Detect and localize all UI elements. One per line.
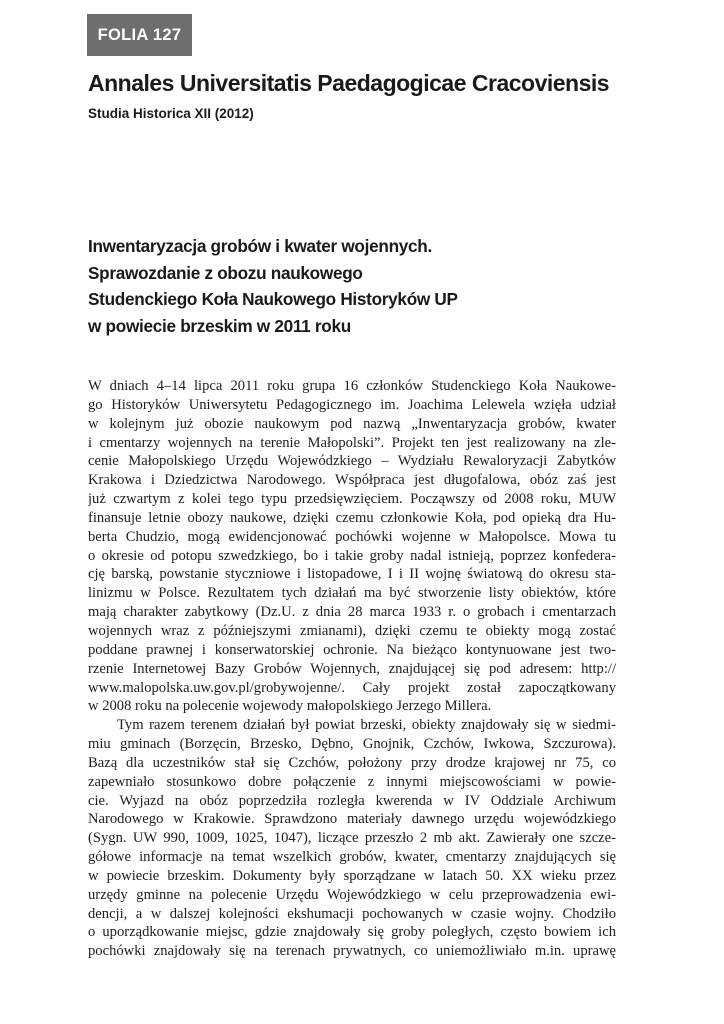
text-line: miu gminach (Borzęcin, Brzesko, Dębno, Gnojnik, Czchów, Iwkowa, Szczurowa). (88, 736, 616, 753)
text-line: w 2008 roku na polecenie wojewody małopolskiego Jerzego Millera. (88, 698, 492, 715)
text-line: już czwartym z kolei tego typu przedsięwzięciem. Począwszy od 2008 roku, MUW (88, 491, 616, 508)
text-line: www.malopolska.uw.gov.pl/grobywojenne/. Cały projekt został zapoczątkowany (88, 679, 616, 696)
text-line: (Sygn. UW 990, 1009, 1025, 1047), liczące przeszło 2 mb akt. Zawierały one szcze- (88, 830, 616, 847)
text-line: gółowe informacje na temat wszelkich grobów, kwater, cmentarzy znajdujących się (88, 849, 616, 866)
text-line: o okresie od potopu szwedzkiego, bo i takie groby nadal istnieją, poprzez konfedera- (88, 547, 616, 564)
text-line: o uporządkowanie miejsc, gdzie znajdowały się groby poległych, często bowiem ich (88, 924, 616, 941)
journal-subtitle: Studia Historica XII (2012) (88, 106, 254, 121)
text-line: w kolejnym już obozie naukowym pod nazwą „Inwentaryzacja grobów, kwater (88, 415, 616, 432)
text-line: Narodowego w Krakowie. Sprawdzono materiały dawnego urzędu wojewódzkiego (88, 811, 616, 828)
article-body (88, 377, 616, 961)
article-title-line: Studenckiego Koła Naukowego Historyków UP (88, 289, 458, 309)
article-title-line: Inwentaryzacja grobów i kwater wojennych. (88, 236, 432, 256)
text-line: dencji, a w dalszej kolejności ekshumacji pochowanych w czasie wojny. Chodziło (88, 905, 616, 922)
text-line: cenie Małopolskiego Urzędu Wojewódzkiego – Wydziału Rewaloryzacji Zabytków (88, 453, 616, 470)
text-line: Bazą dla uczestników stał się Czchów, położony przy drodze krajowej nr 75, co (88, 754, 616, 771)
paragraph-1 (88, 377, 616, 716)
text-line: Tym razem terenem działań był powiat brzeski, obiekty znajdowały się w siedmi- (117, 717, 616, 734)
text-line: zapewniało stosunkowo dobre połączenie z innymi miejscowościami w powie- (88, 773, 616, 790)
text-line: pochówki znajdowały się na terenach prywatnych, co uniemożliwiało m.in. uprawę (88, 943, 616, 960)
paragraph-2 (88, 716, 616, 961)
text-line: urzędy gminne na polecenie Urzędu Wojewódzkiego w celu przeprowadzenia ewi- (88, 886, 616, 903)
text-line: cję barską, powstanie styczniowe i listopadowe, I i II wojnę światową do okresu sta- (88, 566, 616, 583)
text-line: mają charakter zabytkowy (Dz.U. z dnia 28 marca 1933 r. o grobach i cmentarzach (88, 604, 616, 621)
text-line: cie. Wyjazd na obóz poprzedziła rozległa kwerenda w IV Oddziale Archiwum (88, 792, 616, 809)
text-line: finansuje letnie obozy naukowe, dzięki czemu członkowie Koła, pod opieką dra Hu- (88, 509, 616, 526)
text-line: i cmentarzy wojennych na terenie Małopolski”. Projekt ten jest realizowany na zle- (88, 434, 616, 451)
text-line: go Historyków Uniwersytetu Pedagogicznego im. Joachima Lelewela wzięła udział (88, 396, 616, 413)
text-line: Krakowa i Dziedzictwa Narodowego. Współpraca jest długofalowa, obóz zaś jest (88, 472, 616, 489)
article-title-line: Sprawozdanie z obozu naukowego (88, 262, 363, 283)
text-line: rzenie Internetowej Bazy Grobów Wojennych, znajdującej się pod adresem: http:// (88, 660, 616, 677)
text-line: w powiecie brzeskim. Dokumenty były sporządzane w latach 50. XX wieku przez (88, 867, 616, 884)
article-title-line: w powiecie brzeskim w 2011 roku (88, 315, 351, 336)
text-line: wojennych wraz z późniejszymi zmianami), dzięki czemu te obiekty mogą zostać (88, 622, 616, 639)
journal-title: Annales Universitatis Paedagogicae Cracoviensis (88, 70, 610, 96)
text-line: linizmu w Polsce. Rezultatem tych działań ma być stworzenie listy obiektów, które (88, 585, 616, 602)
text-line: W dniach 4–14 lipca 2011 roku grupa 16 członków Studenckiego Koła Naukowe- (88, 378, 616, 394)
article-title (88, 233, 458, 339)
text-line: poddane prawnej i konserwatorskiej ochronie. Na bieżąco kontynuowane jest two- (88, 641, 616, 658)
folia-badge: FOLIA 127 (87, 14, 192, 56)
text-line: berta Chudzio, mogą ewidencjonować pochówki wojenne w Małopolsce. Mowa tu (88, 528, 616, 545)
